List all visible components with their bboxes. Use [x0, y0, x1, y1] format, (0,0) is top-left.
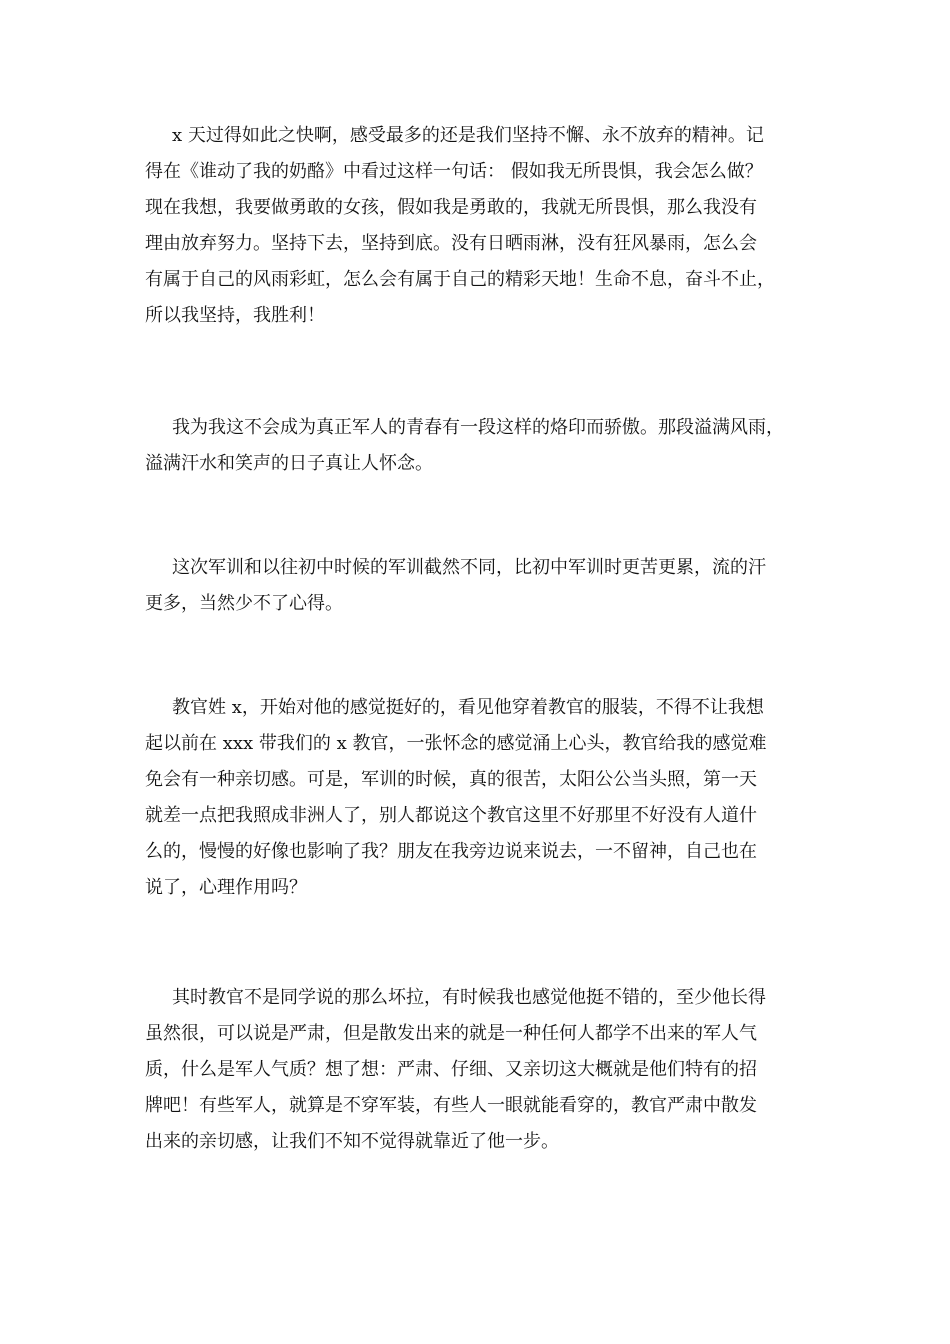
- text-line: 么的，慢慢的好像也影响了我？朋友在我旁边说来说去，一不留神，自己也在: [145, 841, 757, 862]
- text-line: 就差一点把我照成非洲人了，别人都说这个教官这里不好那里不好没有人道什: [145, 805, 757, 826]
- text-line: 免会有一种亲切感。可是，军训的时候，真的很苦，太阳公公当头照，第一天: [145, 769, 757, 790]
- text-line: 有属于自己的风雨彩虹，怎么会有属于自己的精彩天地！生命不息，奋斗不止，: [145, 269, 775, 290]
- text-line: 起以前在 xxx 带我们的 x 教官，一张怀念的感觉涌上心头，教官给我的感觉难: [145, 733, 767, 754]
- paragraph-3: [145, 550, 815, 622]
- text-line: 所以我坚持，我胜利！: [145, 305, 325, 326]
- paragraph-5: [145, 980, 815, 1160]
- paragraph-1: [145, 118, 815, 334]
- text-line: 这次军训和以往初中时候的军训截然不同，比初中军训时更苦更累，流的汗: [172, 557, 766, 578]
- text-line: 出来的亲切感，让我们不知不觉得就靠近了他一步。: [145, 1131, 559, 1152]
- text-line: 更多，当然少不了心得。: [145, 593, 343, 614]
- text-line: 溢满汗水和笑声的日子真让人怀念。: [145, 453, 433, 474]
- text-line: x 天过得如此之快啊，感受最多的还是我们坚持不懈、永不放弃的精神。记: [172, 125, 764, 146]
- text-line: 说了，心理作用吗？: [145, 877, 307, 898]
- text-line: 虽然很，可以说是严肃，但是散发出来的就是一种任何人都学不出来的军人气: [145, 1023, 757, 1044]
- paragraph-4: [145, 690, 815, 906]
- paragraph-2: [145, 410, 815, 482]
- text-line: 牌吧！有些军人，就算是不穿军装，有些人一眼就能看穿的，教官严肃中散发: [145, 1095, 757, 1116]
- text-line: 质，什么是军人气质？想了想：严肃、仔细、又亲切这大概就是他们特有的招: [145, 1059, 757, 1080]
- text-line: 我为我这不会成为真正军人的青春有一段这样的烙印而骄傲。那段溢满风雨，: [172, 417, 784, 438]
- text-line: 教官姓 x，开始对他的感觉挺好的，看见他穿着教官的服装，不得不让我想: [172, 697, 764, 718]
- text-line: 其时教官不是同学说的那么坏拉，有时候我也感觉他挺不错的，至少他长得: [172, 987, 766, 1008]
- text-line: 现在我想，我要做勇敢的女孩，假如我是勇敢的，我就无所畏惧，那么我没有: [145, 197, 757, 218]
- text-line: 理由放弃努力。坚持下去，坚持到底。没有日晒雨淋，没有狂风暴雨，怎么会: [145, 233, 757, 254]
- text-line: 得在《谁动了我的奶酪》中看过这样一句话： 假如我无所畏惧，我会怎么做？: [145, 161, 763, 182]
